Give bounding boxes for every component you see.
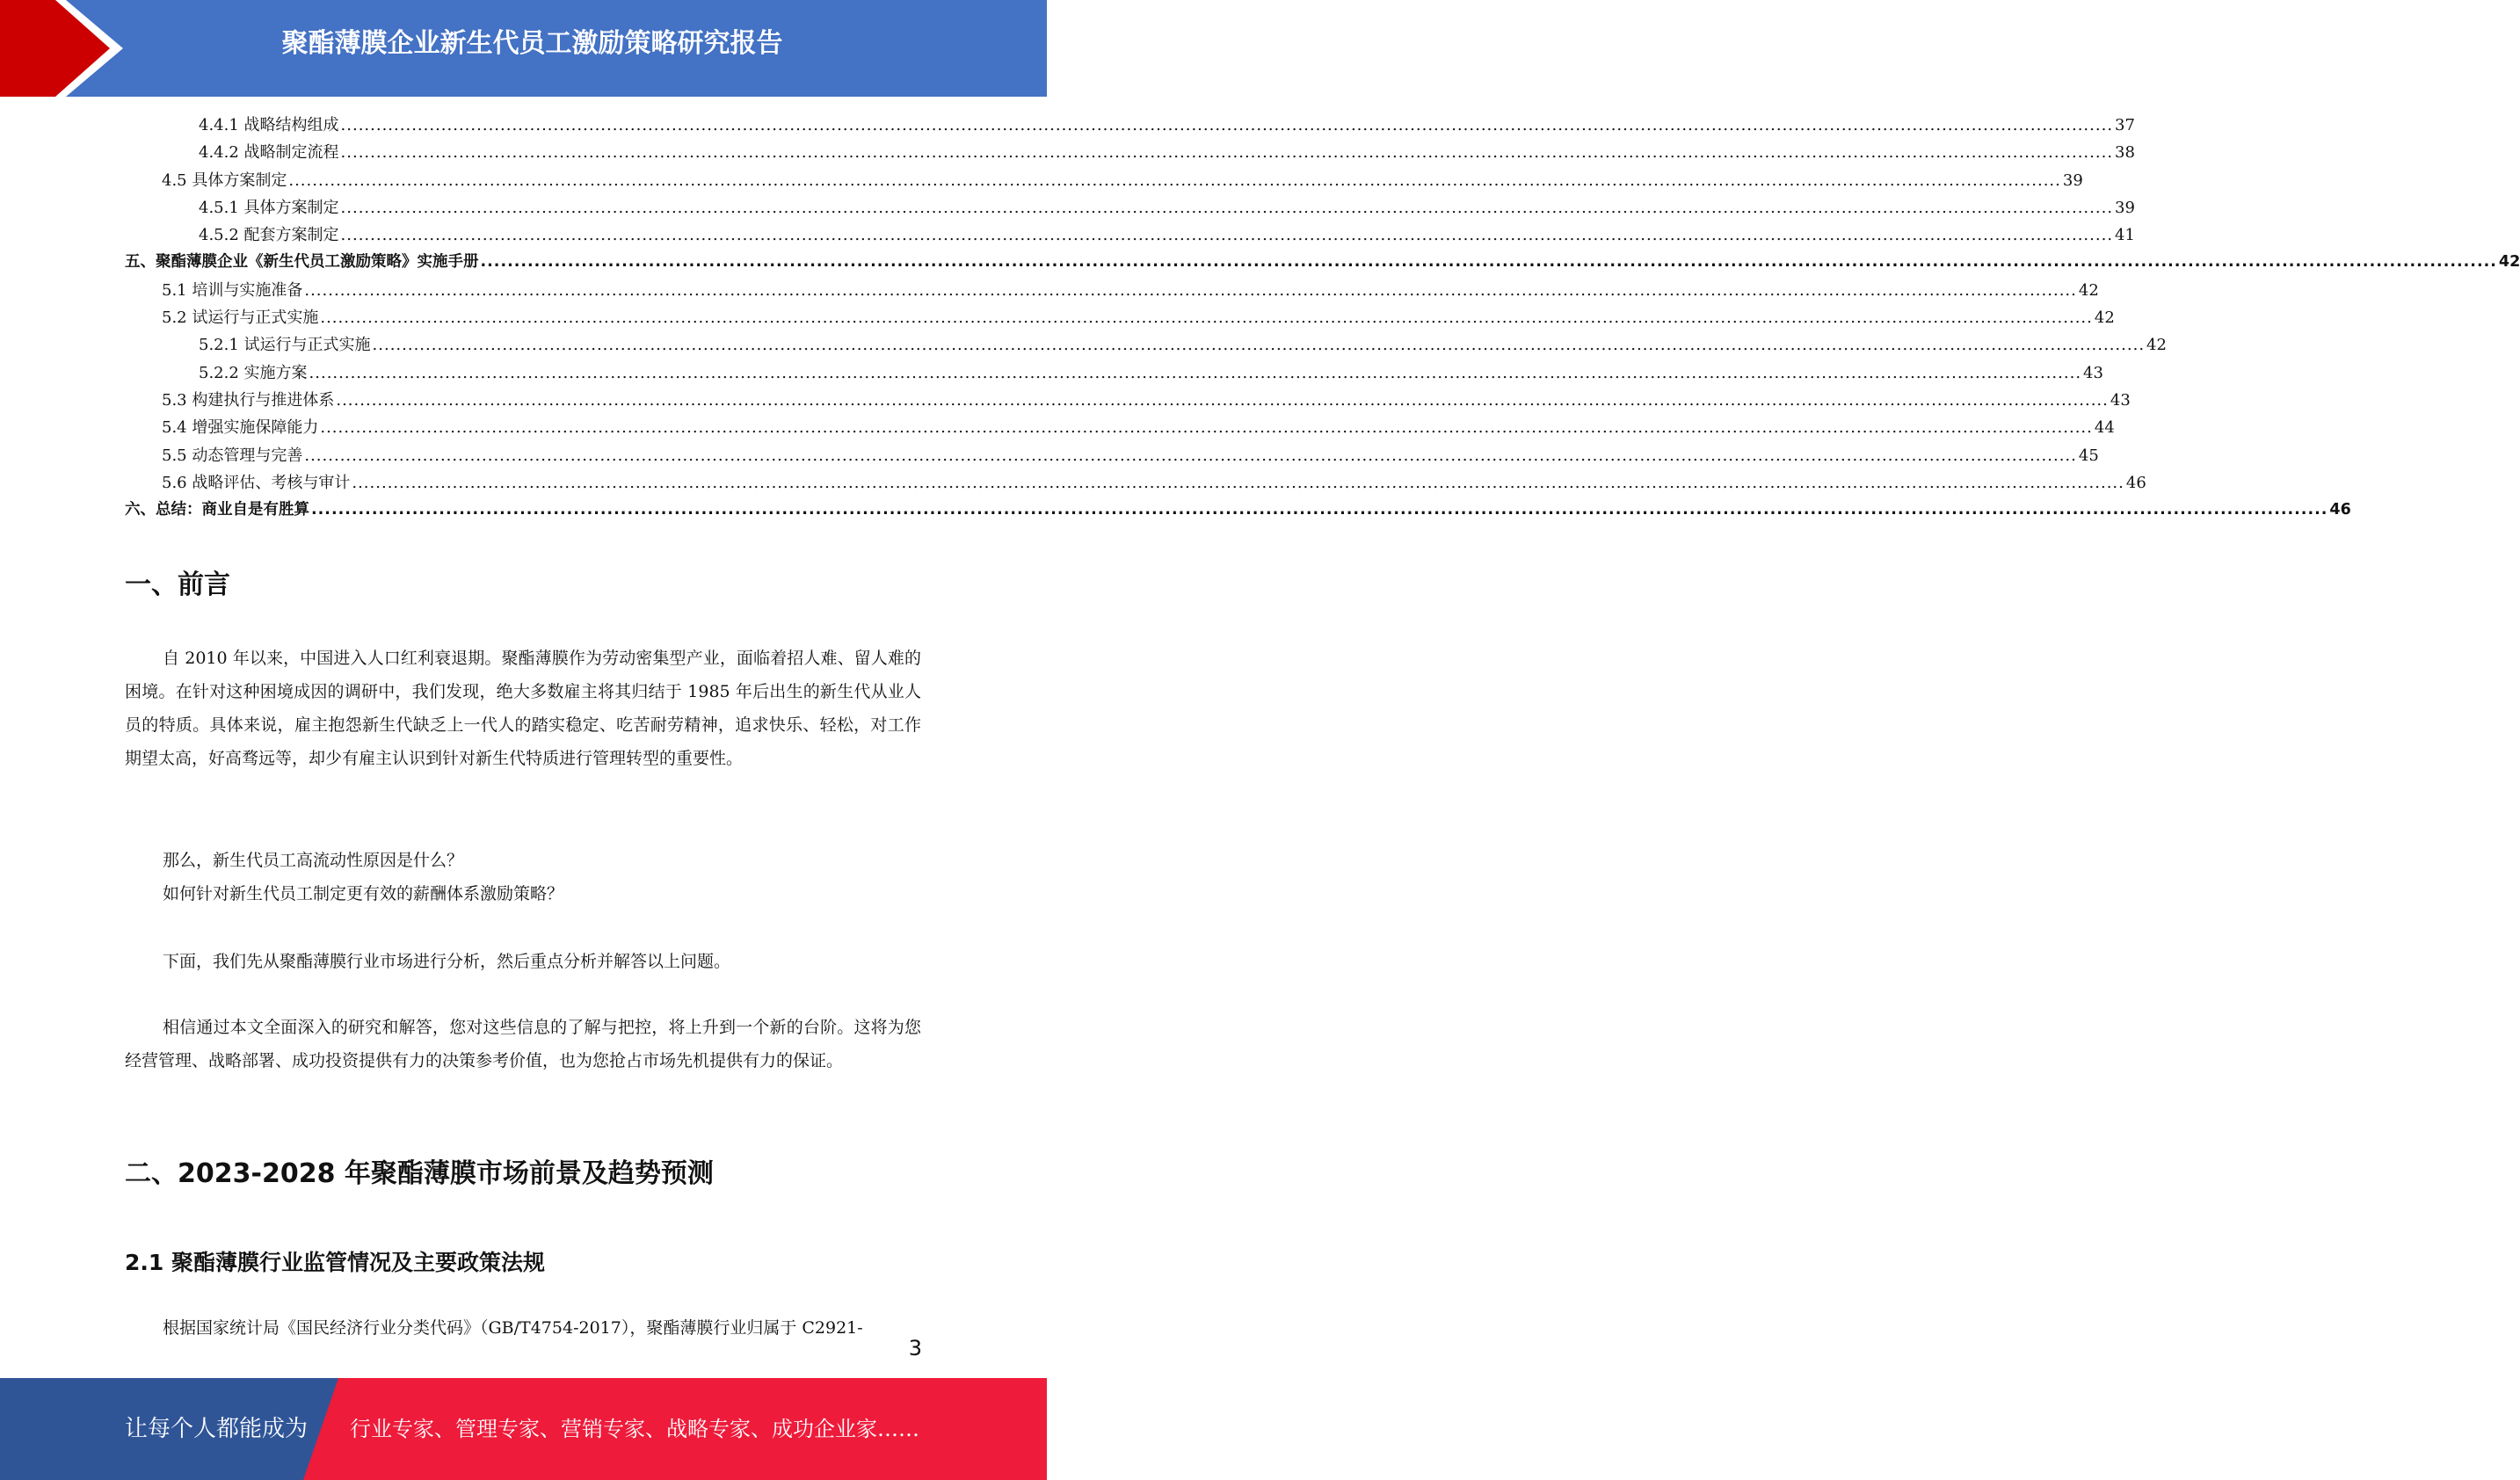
toc-entry-label: 4.5.2 配套方案制定 — [199, 226, 339, 245]
toc-entry-page: 38 — [2115, 143, 2135, 163]
toc-leader-dots: ............................................................................................................................................................................................................................................................................................................ — [336, 390, 2109, 410]
preface-question-2: 如何针对新生代员工制定更有效的薪酬体系激励策略？ — [163, 884, 564, 903]
toc-entry[interactable] — [125, 222, 2135, 250]
toc-leader-dots: ............................................................................................................................................................................................................................................................................................................ — [372, 336, 2146, 355]
toc-leader-dots: ............................................................................................................................................................................................................................................................................................................ — [288, 170, 2061, 190]
toc-entry-label: 5.2 试运行与正式实施 — [162, 308, 319, 328]
toc-leader-dots: ............................................................................................................................................................................................................................................................................................................ — [340, 198, 2114, 217]
toc-entry[interactable] — [125, 112, 2135, 140]
report-title: 聚酯薄膜企业新生代员工激励策略研究报告 — [281, 28, 783, 59]
toc-leader-dots: ............................................................................................................................................................................................................................................................................................................ — [340, 143, 2114, 163]
section-heading-preface: 一、前言 — [125, 570, 230, 600]
toc-entry-label: 5.1 培训与实施准备 — [162, 280, 303, 300]
toc-entry-label: 五、聚酯薄膜企业《新生代员工激励策略》实施手册 — [125, 253, 479, 272]
toc-entry-label: 4.4.2 战略制定流程 — [199, 143, 339, 163]
toc-entry-label: 5.4 增强实施保障能力 — [162, 418, 319, 438]
footer-slogan-left: 让每个人都能成为 — [125, 1416, 309, 1442]
toc-leader-dots: ............................................................................................................................................................................................................................................................................................................ — [352, 473, 2124, 492]
toc-entry-page: 42 — [2498, 253, 2520, 272]
toc-leader-dots: ............................................................................................................................................................................................................................................................................................................ — [340, 116, 2114, 134]
toc-entry-page: 41 — [2115, 226, 2135, 245]
toc-leader-dots: ............................................................................................................................................................................................................................................................................................................ — [311, 501, 2328, 519]
page-number: 3 — [908, 1336, 922, 1360]
toc-entry[interactable] — [125, 497, 2351, 525]
toc-leader-dots: ............................................................................................................................................................................................................................................................................................................ — [320, 418, 2093, 438]
toc-entry-label: 5.2.1 试运行与正式实施 — [199, 336, 371, 355]
subsection-heading-regulation: 2.1 聚酯薄膜行业监管情况及主要政策法规 — [125, 1250, 545, 1275]
preface-paragraph-2: 下面，我们先从聚酯薄膜行业市场进行分析，然后重点分析并解答以上问题。 — [163, 952, 731, 971]
toc-entry[interactable] — [125, 305, 2115, 332]
toc-entry-page: 43 — [2110, 390, 2131, 410]
toc-entry-page: 45 — [2078, 446, 2099, 465]
toc-entry[interactable] — [125, 443, 2099, 470]
toc-entry-label: 4.5.1 具体方案制定 — [199, 198, 339, 217]
preface-paragraph-3: 相信通过本文全面深入的研究和解答，您对这些信息的了解与把控，将上升到一个新的台阶。这将为您经营管理、战略部署、成功投资提供有力的决策参考价值，也为您抢占市场先机提供有力的保证。 — [125, 1018, 921, 1070]
toc-entry-label: 4.5 具体方案制定 — [162, 170, 287, 190]
toc-entry[interactable] — [125, 388, 2131, 415]
toc-entry-page: 42 — [2146, 336, 2167, 355]
toc-entry-label: 5.5 动态管理与完善 — [162, 446, 303, 465]
toc-entry[interactable] — [125, 140, 2135, 167]
toc-leader-dots: ............................................................................................................................................................................................................................................................................................................ — [304, 446, 2077, 465]
toc-entry[interactable] — [125, 470, 2146, 497]
toc-entry-page: 46 — [2125, 473, 2146, 492]
toc-leader-dots: ............................................................................................................................................................................................................................................................................................................ — [480, 253, 2497, 272]
preface-paragraph-1: 自 2010 年以来，中国进入人口红利衰退期。聚酯薄膜作为劳动密集型产业，面临着招人难、留人难的困境。在针对这种困境成因的调研中，我们发现，绝大多数雇主将其归结于 1985 年后出生的新生代从业人员的特质。具体来说，雇主抱怨新生代缺乏上一代人的踏实稳定、吃苦耐劳精神，追求快乐、轻松，对工作期望太高，好高骛远等，却少有雇主认识到针对新生代特质进行管理转型的重要性。 — [125, 649, 921, 768]
toc-entry-page: 44 — [2094, 418, 2115, 438]
footer-slogan-right: 行业专家、管理专家、营销专家、战略专家、成功企业家…… — [350, 1417, 919, 1441]
toc-entry-label: 5.6 战略评估、考核与审计 — [162, 473, 351, 492]
toc-entry[interactable] — [125, 250, 2520, 277]
toc-entry-page: 43 — [2083, 363, 2103, 382]
toc-entry-label: 5.3 构建执行与推进体系 — [162, 390, 335, 410]
section-heading-market-outlook: 二、2023-2028 年聚酯薄膜市场前景及趋势预测 — [125, 1158, 714, 1189]
toc-entry-page: 46 — [2329, 501, 2351, 519]
toc-entry[interactable] — [125, 360, 2103, 388]
toc-entry-page: 39 — [2115, 198, 2135, 217]
toc-leader-dots: ............................................................................................................................................................................................................................................................................................................ — [304, 280, 2077, 300]
toc-entry[interactable] — [125, 415, 2115, 442]
regulation-paragraph: 根据国家统计局《国民经济行业分类代码》（GB/T4754-2017），聚酯薄膜行业归属于 C2921- — [163, 1318, 863, 1338]
toc-entry-page: 37 — [2115, 116, 2135, 134]
preface-question-1: 那么，新生代员工高流动性原因是什么？ — [163, 851, 464, 870]
toc-entry[interactable] — [125, 168, 2083, 195]
toc-entry-label: 5.2.2 实施方案 — [199, 363, 308, 382]
toc-entry-label: 4.4.1 战略结构组成 — [199, 116, 339, 134]
table-of-contents — [125, 112, 2520, 525]
toc-entry-page: 39 — [2062, 170, 2083, 190]
toc-entry-page: 42 — [2094, 308, 2115, 328]
toc-leader-dots: ............................................................................................................................................................................................................................................................................................................ — [309, 363, 2082, 382]
toc-entry[interactable] — [125, 278, 2099, 305]
toc-leader-dots: ............................................................................................................................................................................................................................................................................................................ — [340, 226, 2114, 245]
toc-entry-label: 六、总结：商业自是有胜算 — [125, 501, 309, 519]
header-bar — [0, 0, 1047, 97]
footer-bar — [0, 1378, 1047, 1480]
toc-entry-page: 42 — [2078, 280, 2099, 300]
toc-leader-dots: ............................................................................................................................................................................................................................................................................................................ — [320, 308, 2093, 328]
toc-entry[interactable] — [125, 332, 2167, 359]
toc-entry[interactable] — [125, 195, 2135, 222]
